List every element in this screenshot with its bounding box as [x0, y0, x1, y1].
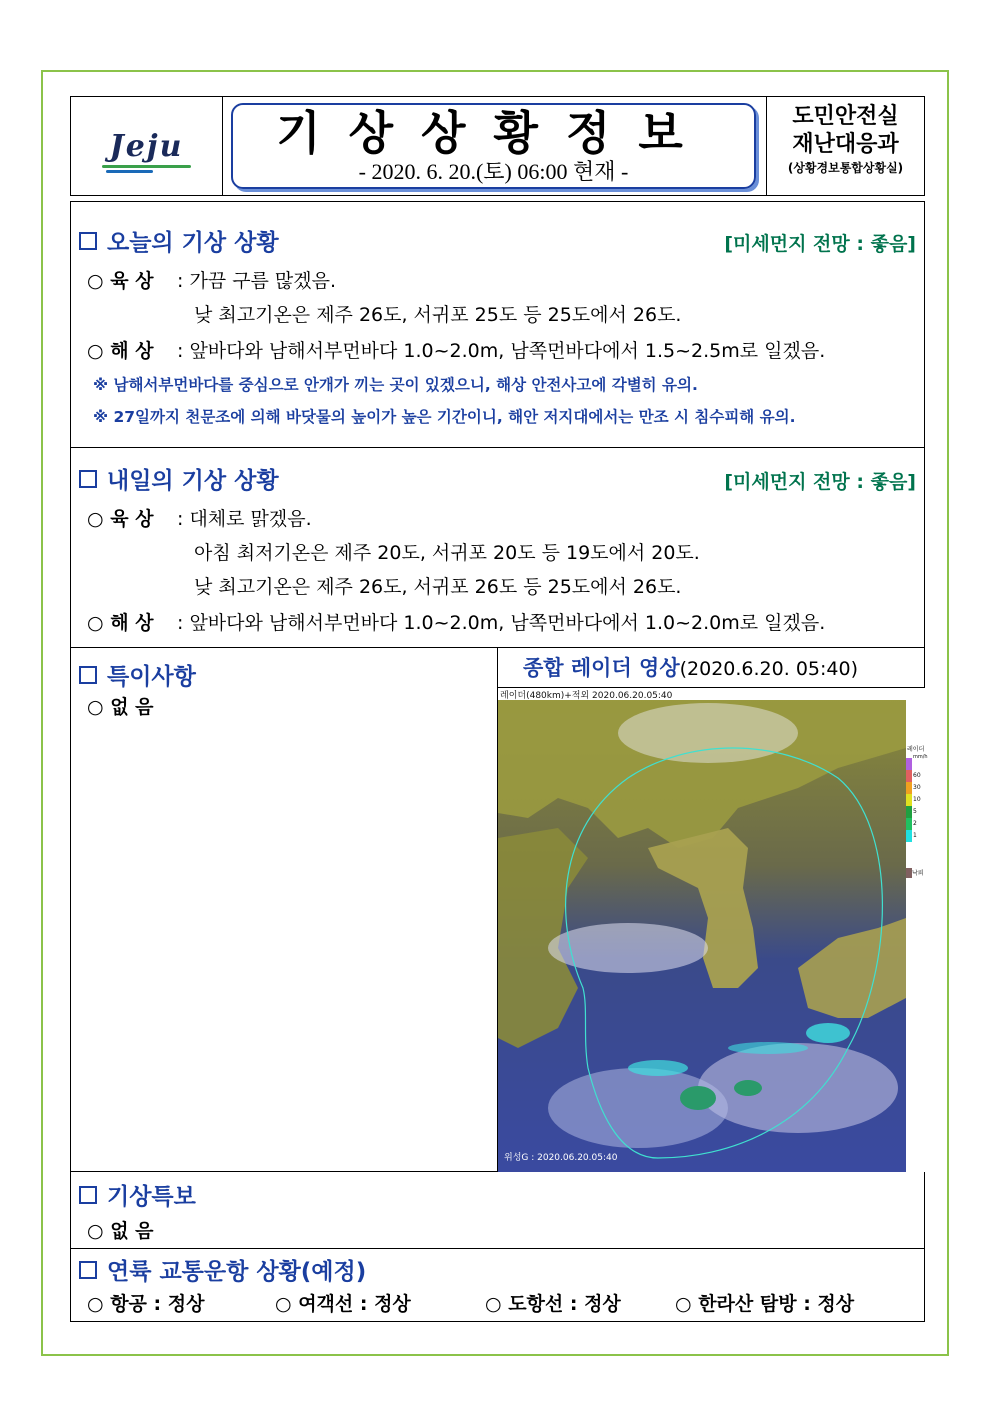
legend-extra: 낙뢰: [912, 870, 924, 877]
traffic-item-hallasan: ○ 한라산 탐방 : 정상: [675, 1293, 855, 1315]
tomorrow-section: [71, 448, 924, 648]
logo-text: Jeju: [109, 128, 184, 164]
traffic-item-ferry: ○ 여객선 : 정상: [275, 1293, 411, 1315]
today-dust: [미세먼지 전망 : 좋음]: [724, 233, 916, 255]
today-section: [71, 202, 924, 448]
radar-top-label: 레이더(480km)+적외 2020.06.20.05:40: [500, 691, 673, 701]
title-box: [231, 103, 756, 189]
tomorrow-sea-line1: : 앞바다와 남해서부먼바다 1.0~2.0m, 남쪽먼바다에서 1.0~2.0m로 일겠음.: [177, 612, 826, 634]
today-note2: ※ 27일까지 천문조에 의해 바닷물의 높이가 높은 기간이니, 해안 저지대에서는 만조 시 침수피해 유의.: [93, 408, 796, 426]
checkbox-icon: [79, 1261, 97, 1279]
radar-image: [497, 687, 928, 1171]
tomorrow-land-line3: 낮 최고기온은 제주 26도, 서귀포 26도 등 25도에서 26도.: [194, 576, 682, 598]
main-content: [70, 201, 928, 1322]
dept-cell: [766, 97, 924, 195]
tomorrow-land-line1: : 대체로 맑겠음.: [177, 508, 312, 530]
legend-value: 2: [913, 820, 917, 827]
logo-cell: [71, 97, 223, 195]
today-note1: ※ 남해서부먼바다를 중심으로 안개가 끼는 곳이 있겠으니, 해상 안전사고에 각별히 유의.: [93, 376, 698, 394]
legend-value: 30: [913, 784, 921, 791]
legend-value: 60: [913, 772, 921, 779]
warning-item: ○ 없 음: [87, 1220, 154, 1242]
checkbox-icon: [79, 232, 97, 250]
warning-heading: 기상특보: [79, 1178, 196, 1211]
today-land-line1: : 가끔 구름 많겠음.: [177, 270, 337, 292]
legend-title: 레이더: [907, 746, 925, 753]
tomorrow-land-line2: 아침 최저기온은 제주 20도, 서귀포 20도 등 19도에서 20도.: [194, 542, 700, 564]
checkbox-icon: [79, 666, 97, 684]
page-date: - 2020. 6. 20.(토) 06:00 현재 -: [358, 159, 629, 184]
radar-map: [498, 688, 926, 1172]
special-heading: 특이사항: [79, 658, 196, 691]
legend-value: 1: [913, 832, 917, 839]
jeju-logo: [110, 129, 184, 164]
radar-bottom-label: 위성G : 2020.06.20.05:40: [504, 1153, 618, 1163]
today-sea-line1: : 앞바다와 남해서부먼바다 1.0~2.0m, 남쪽먼바다에서 1.5~2.5m로 일겠음.: [177, 340, 826, 362]
legend-unit: mm/h: [913, 754, 928, 760]
tomorrow-land-label: ○ 육 상: [87, 508, 154, 530]
traffic-section: [71, 1249, 924, 1323]
today-heading: 오늘의 기상 상황: [79, 224, 279, 257]
checkbox-icon: [79, 470, 97, 488]
traffic-heading: 연륙 교통운항 상황(예정): [79, 1253, 366, 1286]
radar-title: 종합 레이더 영상(2020.6.20. 05:40): [523, 656, 858, 680]
radar-time: (2020.6.20. 05:40): [679, 658, 858, 680]
today-sea-label: ○ 해 상: [87, 340, 154, 362]
header: [70, 96, 925, 196]
traffic-item-island-ferry: ○ 도항선 : 정상: [485, 1293, 621, 1315]
warning-section: [71, 1172, 924, 1249]
dept-line3: (상황경보통합상황실): [787, 161, 904, 175]
today-land-line2: 낮 최고기온은 제주 26도, 서귀포 25도 등 25도에서 26도.: [194, 304, 682, 326]
special-item: ○ 없 음: [87, 696, 154, 718]
page-title: 기상상황정보: [276, 106, 711, 160]
legend-value: 5: [913, 808, 917, 815]
today-land-label: ○ 육 상: [87, 270, 154, 292]
traffic-item-air: ○ 항공 : 정상: [87, 1293, 205, 1315]
tomorrow-sea-label: ○ 해 상: [87, 612, 154, 634]
tomorrow-dust: [미세먼지 전망 : 좋음]: [724, 471, 916, 493]
dept-line2: 재난대응과: [792, 132, 899, 157]
checkbox-icon: [79, 1186, 97, 1204]
legend-value: 10: [913, 796, 921, 803]
tomorrow-heading: 내일의 기상 상황: [79, 462, 279, 495]
dept-line1: 도민안전실: [792, 104, 899, 129]
